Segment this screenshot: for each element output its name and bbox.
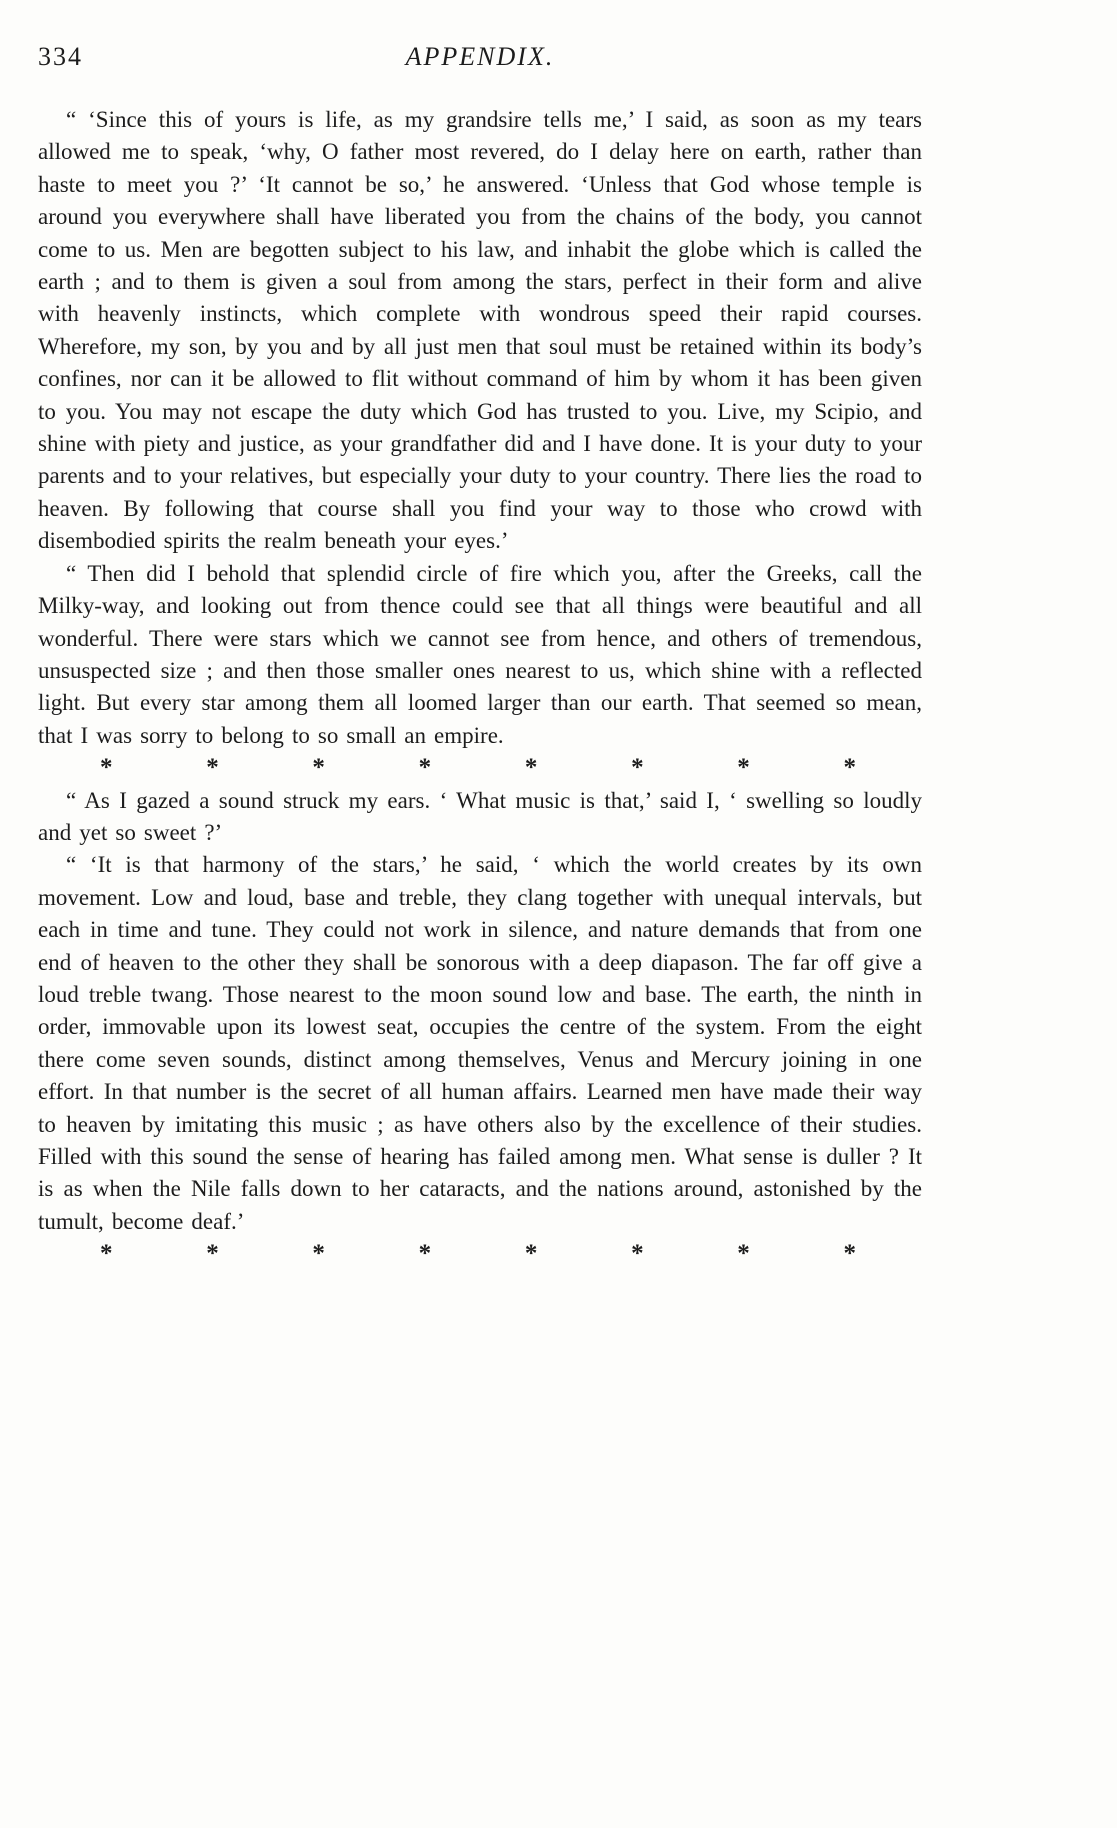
paragraph-milky-way: “ Then did I behold that splendid circle of fire which you, after the Greeks, call the Milky-way, and looking out from thence could see that all things were beautiful and all wonderful. There were stars which we cannot see from hence, and others of tremendous, unsuspected size ; and then those smaller ones nearest to us, which shine with a reflected light. But every star among them all loomed larger than our earth. That seemed so mean, that I was sorry to belong to so small an empire.	[38, 560, 922, 748]
running-title: APPENDIX.	[405, 42, 555, 71]
paragraph-what-music: “ As I gazed a sound struck my ears. ‘ What music is that,’ said I, ‘ swelling so loudly and yet so sweet ?’	[38, 787, 922, 845]
page-number: 334	[38, 42, 83, 71]
section-break-asterisks: * * * * * * * *	[100, 754, 856, 782]
section-break-asterisks: * * * * * * * *	[100, 1240, 856, 1268]
page-header	[38, 42, 922, 76]
paragraph-speech-1: “ ‘Since this of yours is life, as my grandsire tells me,’ I said, as soon as my tears allowed me to speak, ‘why, O father most revered, do I delay here on earth, rather than haste to meet you ?’ ‘It cannot be so,’ he answered. ‘Unless that God whose temple is around you everywhere shall have liberated you from the chains of the body, you cannot come to us. Men are begotten subject to his law, and inhabit the globe which is called the earth ; and to them is given a soul from among the stars, perfect in their form and alive with heavenly instincts, which complete with wondrous speed their rapid courses. Wherefore, my son, by you and by all just men that soul must be retained within its body’s confines, nor can it be allowed to flit without command of him by whom it has been given to you. You may not escape the duty which God has trusted to you. Live, my Scipio, and shine with piety and justice, as your grandfather did and I have done. It is your duty to your parents and to your relatives, but especially your duty to your country. There lies the road to heaven. By following that course shall you find your way to those who crowd with disembodied spirits the realm beneath your eyes.’	[38, 107, 922, 554]
paragraph-harmony-of-stars: “ ‘It is that harmony of the stars,’ he said, ‘ which the world creates by its own movement. Low and loud, base and treble, they clang together with unequal intervals, but each in time and tune. They could not work in silence, and nature demands that from one end of heaven to the other they shall be sonorous with a deep diapason. The far off give a loud treble twang. Those nearest to the moon sound low and base. The earth, the ninth in order, immovable upon its lowest seat, occupies the centre of the system. From the eight there come seven sounds, distinct among themselves, Venus and Mercury joining in one effort. In that number is the secret of all human affairs. Learned men have made their way to heaven by imitating this music ; as have others also by the excellence of their studies. Filled with this sound the sense of hearing has failed among men. What sense is duller ? It is as when the Nile falls down to her cataracts, and the nations around, astonished by the tumult, become deaf.’	[38, 852, 922, 1234]
page-body	[38, 104, 922, 1271]
